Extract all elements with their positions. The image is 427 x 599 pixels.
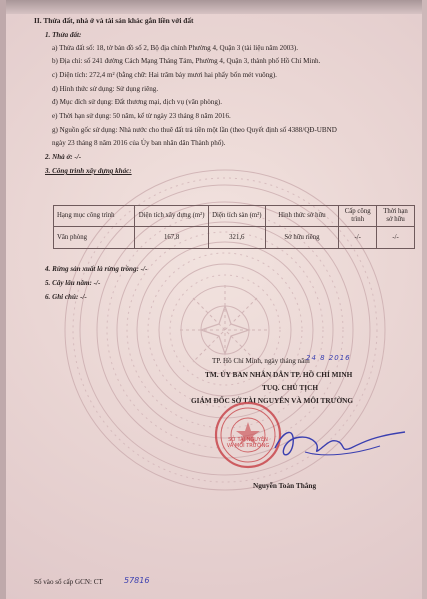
note-line: 6. Ghi chú: -/- [45,293,87,301]
table-header-cell: Thời hạn sở hữu [377,206,415,227]
land-item-g-line1: g) Nguồn gốc sử dụng: Nhà nước cho thuê đất trả tiền một lần (theo Quyết định số 4388/QĐ-UBND [52,126,337,134]
issuing-org: TM. ỦY BAN NHÂN DÂN TP. HỒ CHÍ MINH [205,370,353,379]
land-item-d: d) Hình thức sử dụng: Sử dụng riêng. [52,85,159,93]
scan-left-edge [0,0,6,599]
land-item-b: b) Địa chỉ: số 241 đường Cách Mạng Tháng Tám, Phường 4, Quận 3, thành phố Hồ Chí Minh. [52,57,321,65]
table-cell: 167,8 [135,227,209,249]
handwritten-signature-icon [255,418,415,468]
construction-heading: 3. Công trình xây dựng khác: [45,167,132,175]
table-header-cell: Diện tích xây dựng (m²) [135,206,209,227]
signer-role-1: TUQ. CHỦ TỊCH [262,383,319,392]
land-item-g-line2: ngày 23 tháng 8 năm 2016 của Ủy ban nhân dân Thành phố). [52,139,226,147]
serial-number-handwritten: 57816 [124,576,150,585]
forest-line: 4. Rừng sản xuất là rừng trồng: -/- [45,265,148,273]
land-item-a: a) Thửa đất số: 18, tờ bản đồ số 2, Bộ địa chính Phường 4, Quận 3 (tài liệu năm 2003). [52,44,298,52]
signer-role-2: GIÁM ĐỐC SỞ TÀI NGUYÊN VÀ MÔI TRƯỜNG [191,396,354,405]
table-cell: -/- [377,227,415,249]
land-item-e: e) Thời hạn sử dụng: 50 năm, kể từ ngày 23 tháng 8 năm 2016. [52,112,231,120]
table-row [54,227,415,249]
table-header-cell: Cấp công trình [339,206,377,227]
land-item-dd: đ) Mục đích sử dụng: Đất thương mại, dịch vụ (văn phòng). [52,98,223,106]
house-heading: 2. Nhà ở: -/- [45,153,82,161]
serial-label: Số vào sổ cấp GCN: CT [34,578,103,586]
scan-top-edge [0,0,427,14]
table-header-cell: Hình thức sở hữu [265,206,339,227]
place-date-handwritten: 24 8 2016 [306,354,351,362]
scan-right-edge [422,0,427,599]
table-cell: Văn phòng [54,227,135,249]
seal-text: SỞ TÀI NGUYÊN VÀ MÔI TRƯỜNG [226,437,270,449]
land-heading: 1. Thửa đất: [45,31,82,39]
place-date: TP. Hồ Chí Minh, ngày tháng năm [212,357,310,365]
table-cell: -/- [339,227,377,249]
table-cell: 321,6 [208,227,265,249]
signer-name: Nguyễn Toàn Thắng [253,481,317,490]
construction-table [53,205,415,249]
perennial-line: 5. Cây lâu năm: -/- [45,279,101,287]
section-title: II. Thửa đất, nhà ở và tài sản khác gắn liền với đất [34,16,194,25]
table-header-cell: Hạng mục công trình [54,206,135,227]
table-header-cell: Diện tích sàn (m²) [208,206,265,227]
table-header-row [54,206,415,227]
land-item-c: c) Diện tích: 272,4 m² (bằng chữ: Hai trăm bảy mươi hai phẩy bốn mét vuông). [52,71,277,79]
table-cell: Sở hữu riêng [265,227,339,249]
